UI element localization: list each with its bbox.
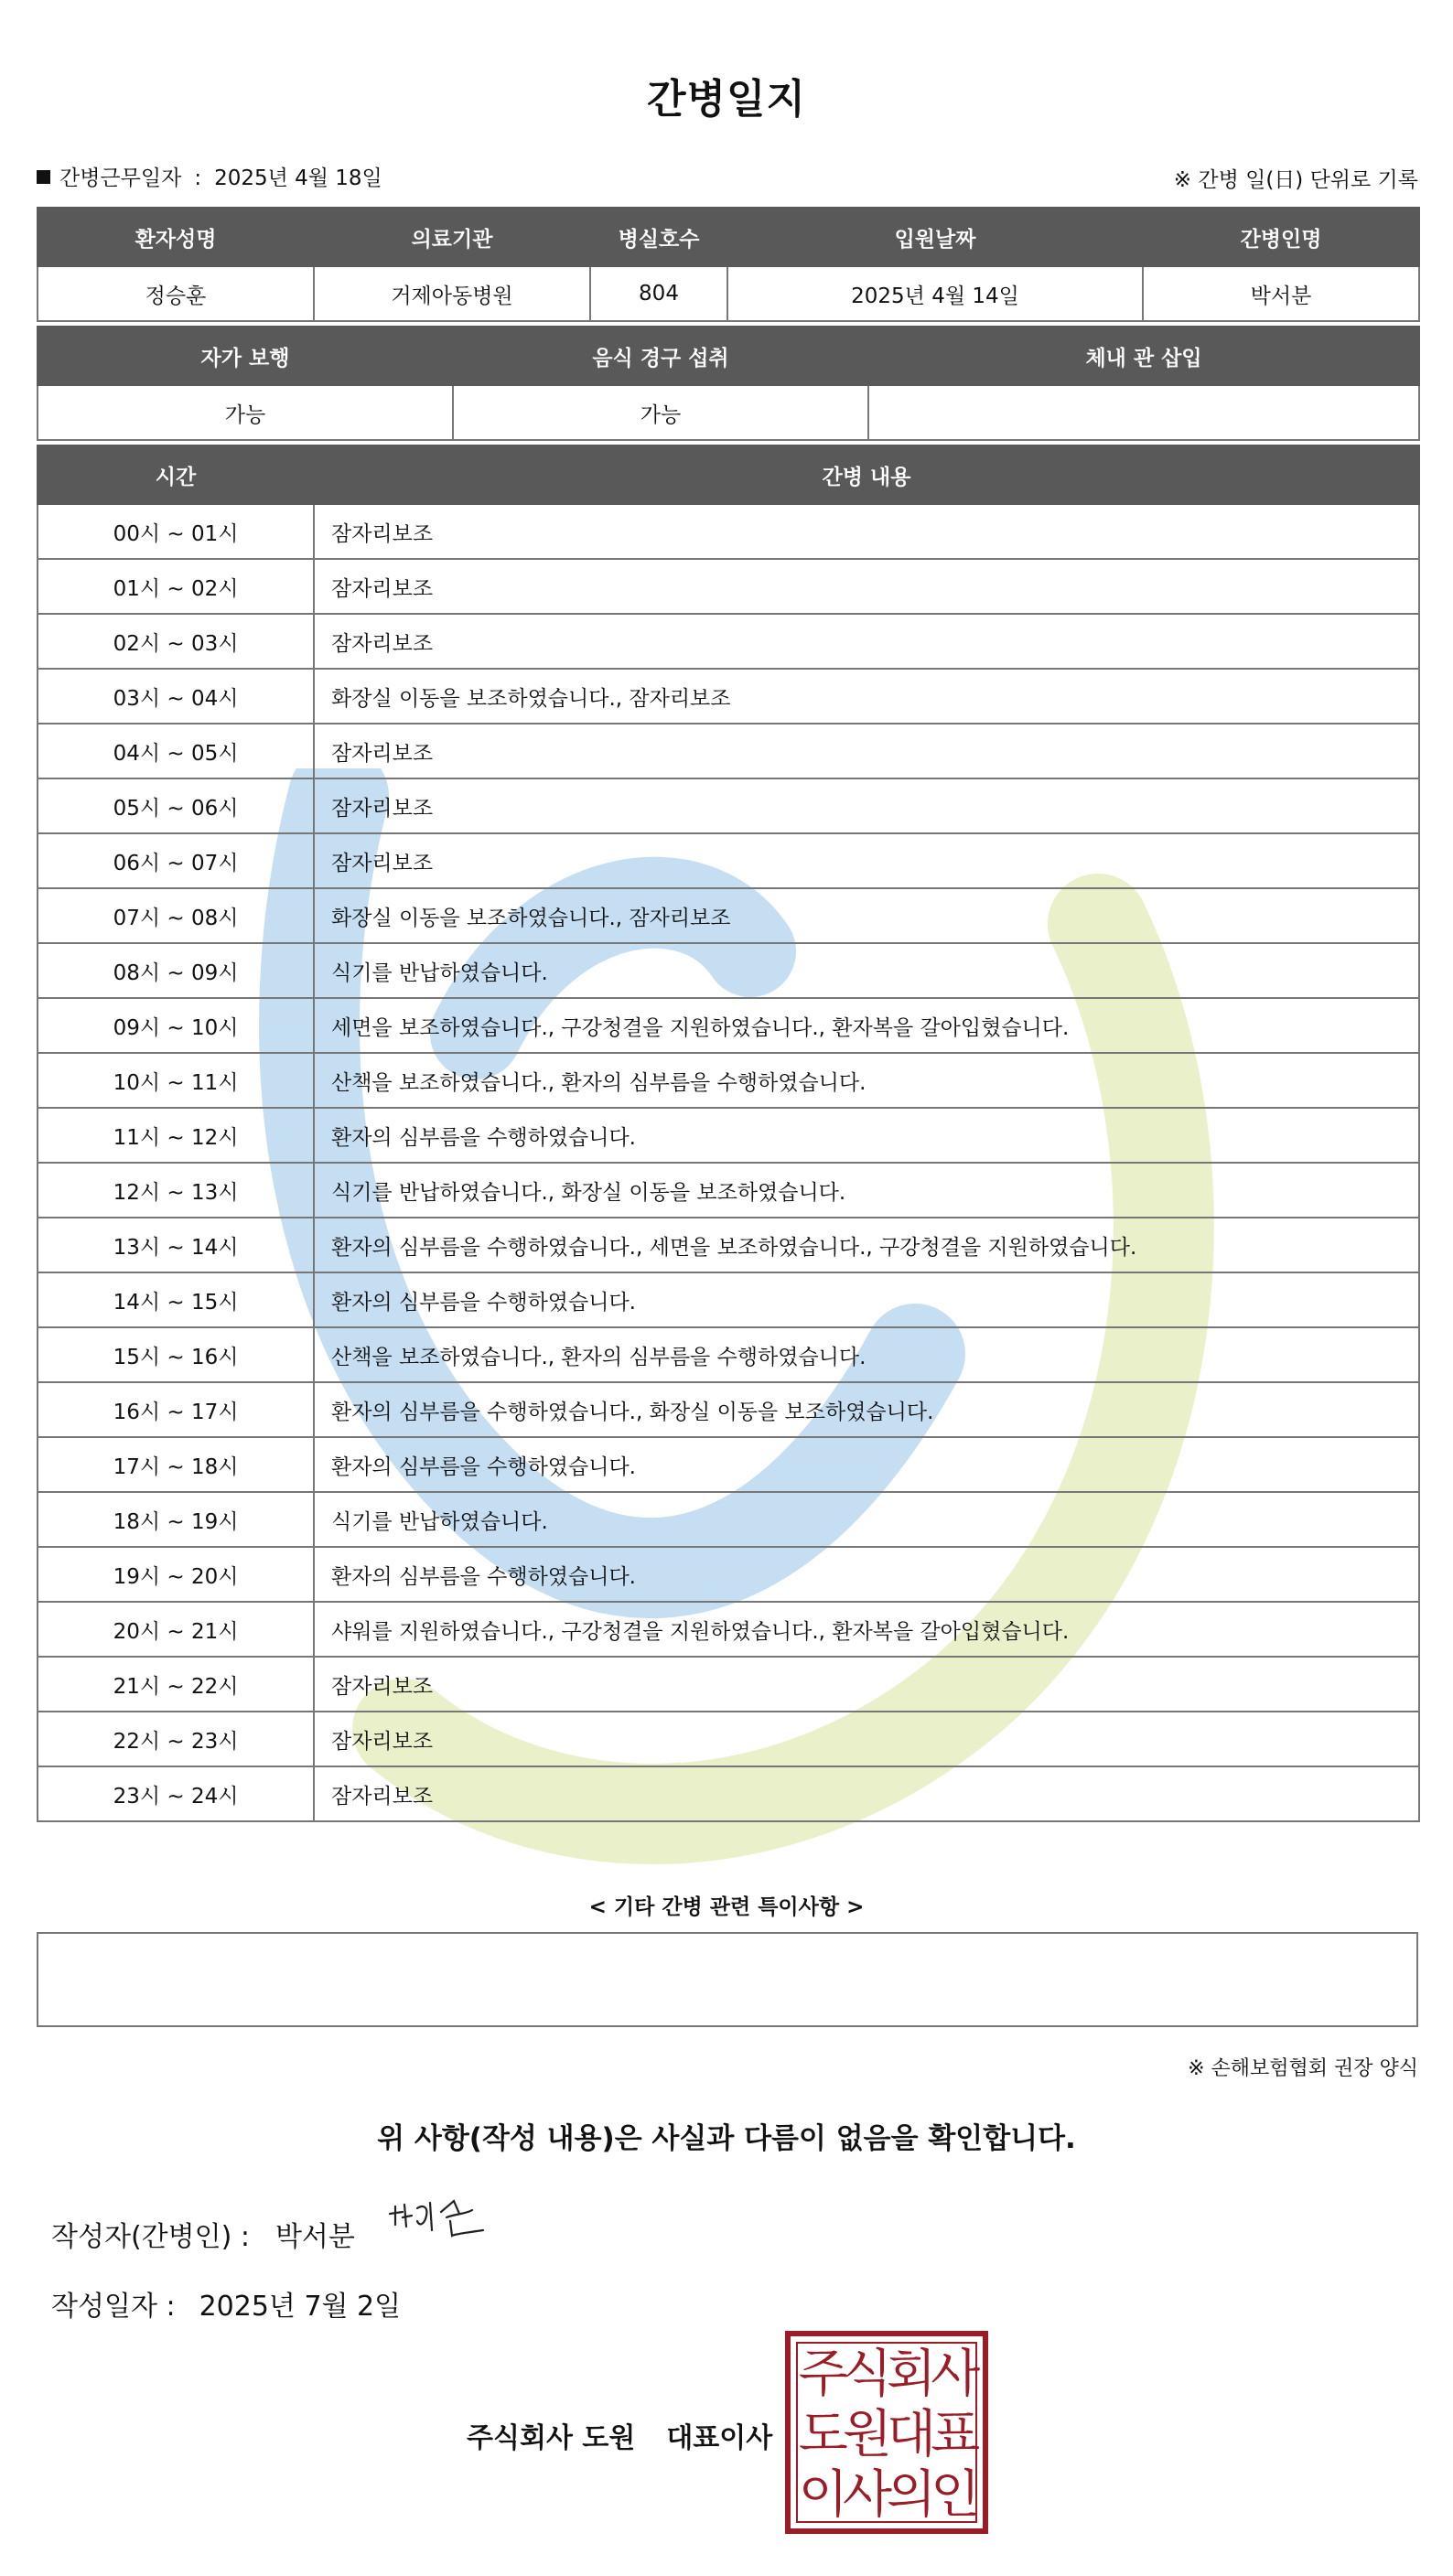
seal-line-1: 주식회사	[798, 2345, 975, 2404]
log-row	[38, 724, 1419, 778]
status-header-row	[38, 327, 1419, 385]
log-time: 17시 ~ 18시	[38, 1437, 314, 1492]
log-time: 01시 ~ 02시	[38, 559, 314, 614]
patient-info-table	[37, 207, 1420, 322]
log-time: 22시 ~ 23시	[38, 1712, 314, 1766]
log-content: 잠자리보조	[314, 1766, 1419, 1821]
log-content: 환자의 심부름을 수행하였습니다.	[314, 1272, 1419, 1327]
header-room: 병실호수	[590, 208, 727, 266]
header-hospital: 의료기관	[314, 208, 590, 266]
log-time: 08시 ~ 09시	[38, 943, 314, 998]
log-row	[38, 888, 1419, 943]
header-time: 시간	[38, 445, 314, 504]
company-title: 대표이사	[666, 2422, 773, 2454]
log-row	[38, 1602, 1419, 1657]
document-title: 간병일지	[646, 76, 806, 123]
log-content: 식기를 반납하였습니다., 화장실 이동을 보조하였습니다.	[314, 1163, 1419, 1218]
header-admission-date: 입원날짜	[727, 208, 1143, 266]
admission-date: 2025년 4월 14일	[727, 266, 1143, 321]
patient-value-row	[38, 266, 1419, 321]
walking-value: 가능	[38, 385, 453, 440]
log-content: 잠자리보조	[314, 1657, 1419, 1712]
header-tube: 체내 관 삽입	[868, 327, 1419, 385]
log-row	[38, 833, 1419, 888]
log-row	[38, 1766, 1419, 1821]
log-row	[38, 1163, 1419, 1218]
log-time: 18시 ~ 19시	[38, 1492, 314, 1547]
log-content: 잠자리보조	[314, 559, 1419, 614]
log-content: 환자의 심부름을 수행하였습니다.	[314, 1437, 1419, 1492]
log-time: 07시 ~ 08시	[38, 888, 314, 943]
header-oral-intake: 음식 경구 섭취	[453, 327, 868, 385]
log-row	[38, 614, 1419, 669]
log-row	[38, 998, 1419, 1053]
log-content: 잠자리보조	[314, 724, 1419, 778]
log-content: 잠자리보조	[314, 833, 1419, 888]
log-time: 00시 ~ 01시	[38, 504, 314, 559]
log-row	[38, 1327, 1419, 1382]
hospital-name: 거제아동병원	[314, 266, 590, 321]
log-content: 세면을 보조하였습니다., 구강청결을 지원하였습니다., 환자복을 갈아입혔습니다.	[314, 998, 1419, 1053]
writer-label: 작성자(간병인) :	[51, 2221, 250, 2253]
log-row	[38, 1272, 1419, 1327]
log-content: 환자의 심부름을 수행하였습니다.	[314, 1108, 1419, 1163]
log-time: 10시 ~ 11시	[38, 1053, 314, 1108]
log-time: 09시 ~ 10시	[38, 998, 314, 1053]
log-time: 06시 ~ 07시	[38, 833, 314, 888]
written-date-value: 2025년 7월 2일	[199, 2291, 402, 2323]
log-time: 05시 ~ 06시	[38, 778, 314, 833]
company-seal-stamp	[785, 2331, 988, 2534]
company-line	[467, 2415, 772, 2455]
patient-name: 정승훈	[38, 266, 314, 321]
header-walking: 자가 보행	[38, 327, 453, 385]
log-time: 21시 ~ 22시	[38, 1657, 314, 1712]
log-content: 식기를 반납하였습니다.	[314, 1492, 1419, 1547]
company-name: 주식회사 도원	[467, 2422, 636, 2454]
log-time: 14시 ~ 15시	[38, 1272, 314, 1327]
log-time: 23시 ~ 24시	[38, 1766, 314, 1821]
handwritten-signature	[382, 2194, 492, 2252]
writer-name: 박서분	[274, 2221, 355, 2253]
oral-intake-value: 가능	[453, 385, 868, 440]
log-time: 11시 ~ 12시	[38, 1108, 314, 1163]
log-time: 03시 ~ 04시	[38, 669, 314, 724]
log-content: 환자의 심부름을 수행하였습니다., 세면을 보조하였습니다., 구강청결을 지원하였습니다.	[314, 1218, 1419, 1272]
care-log-body	[38, 504, 1419, 1821]
header-patient-name: 환자성명	[38, 208, 314, 266]
log-time: 13시 ~ 14시	[38, 1218, 314, 1272]
log-content: 잠자리보조	[314, 778, 1419, 833]
log-row	[38, 1437, 1419, 1492]
log-content: 환자의 심부름을 수행하였습니다.	[314, 1547, 1419, 1602]
work-date	[37, 161, 382, 191]
log-content: 산책을 보조하였습니다., 환자의 심부름을 수행하였습니다.	[314, 1327, 1419, 1382]
caregiver-name: 박서분	[1143, 266, 1419, 321]
log-row	[38, 1657, 1419, 1712]
log-row	[38, 1218, 1419, 1272]
square-bullet-icon	[37, 170, 50, 184]
log-content: 식기를 반납하였습니다.	[314, 943, 1419, 998]
unit-note: ※ 간병 일(日) 단위로 기록	[1173, 168, 1418, 192]
log-row	[38, 1053, 1419, 1108]
log-row	[38, 669, 1419, 724]
log-time: 19시 ~ 20시	[38, 1547, 314, 1602]
special-notes-box	[37, 1932, 1418, 2027]
log-content: 산책을 보조하였습니다., 환자의 심부름을 수행하였습니다.	[314, 1053, 1419, 1108]
patient-status-table	[37, 326, 1420, 441]
log-row	[38, 559, 1419, 614]
log-content: 샤워를 지원하였습니다., 구강청결을 지원하였습니다., 환자복을 갈아입혔습니다.	[314, 1602, 1419, 1657]
log-row	[38, 504, 1419, 559]
room-number: 804	[590, 266, 727, 321]
header-caregiver: 간병인명	[1143, 208, 1419, 266]
log-time: 20시 ~ 21시	[38, 1602, 314, 1657]
status-value-row	[38, 385, 1419, 440]
log-time: 04시 ~ 05시	[38, 724, 314, 778]
log-content: 잠자리보조	[314, 1712, 1419, 1766]
work-date-value: 2025년 4월 18일	[214, 166, 382, 190]
log-time: 16시 ~ 17시	[38, 1382, 314, 1437]
work-date-label: 간병근무일자	[59, 166, 182, 190]
tube-value	[868, 385, 1419, 440]
log-time: 15시 ~ 16시	[38, 1327, 314, 1382]
log-time: 12시 ~ 13시	[38, 1163, 314, 1218]
writer-line	[51, 2214, 355, 2254]
log-row	[38, 1382, 1419, 1437]
written-date-line	[51, 2283, 401, 2324]
log-row	[38, 1108, 1419, 1163]
log-content: 잠자리보조	[314, 504, 1419, 559]
log-content: 잠자리보조	[314, 614, 1419, 669]
log-row	[38, 1712, 1419, 1766]
written-date-label: 작성일자 :	[51, 2291, 176, 2323]
special-notes-title: < 기타 간병 관련 특이사항 >	[588, 1895, 865, 1919]
seal-line-2: 도원대표	[798, 2405, 975, 2464]
form-note: ※ 손해보험협회 권장 양식	[1188, 2057, 1418, 2080]
log-header-row	[38, 445, 1419, 504]
care-log-table	[37, 445, 1420, 1822]
header-care-content: 간병 내용	[314, 445, 1419, 504]
log-row	[38, 1547, 1419, 1602]
log-content: 환자의 심부름을 수행하였습니다., 화장실 이동을 보조하였습니다.	[314, 1382, 1419, 1437]
seal-line-3: 이사의인	[798, 2465, 975, 2525]
log-row	[38, 778, 1419, 833]
work-date-separator: :	[194, 166, 202, 190]
log-row	[38, 1492, 1419, 1547]
log-row	[38, 943, 1419, 998]
log-content: 화장실 이동을 보조하였습니다., 잠자리보조	[314, 888, 1419, 943]
log-content: 화장실 이동을 보조하였습니다., 잠자리보조	[314, 669, 1419, 724]
patient-header-row	[38, 208, 1419, 266]
confirmation-statement: 위 사항(작성 내용)은 사실과 다름이 없음을 확인합니다.	[377, 2122, 1076, 2155]
log-time: 02시 ~ 03시	[38, 614, 314, 669]
